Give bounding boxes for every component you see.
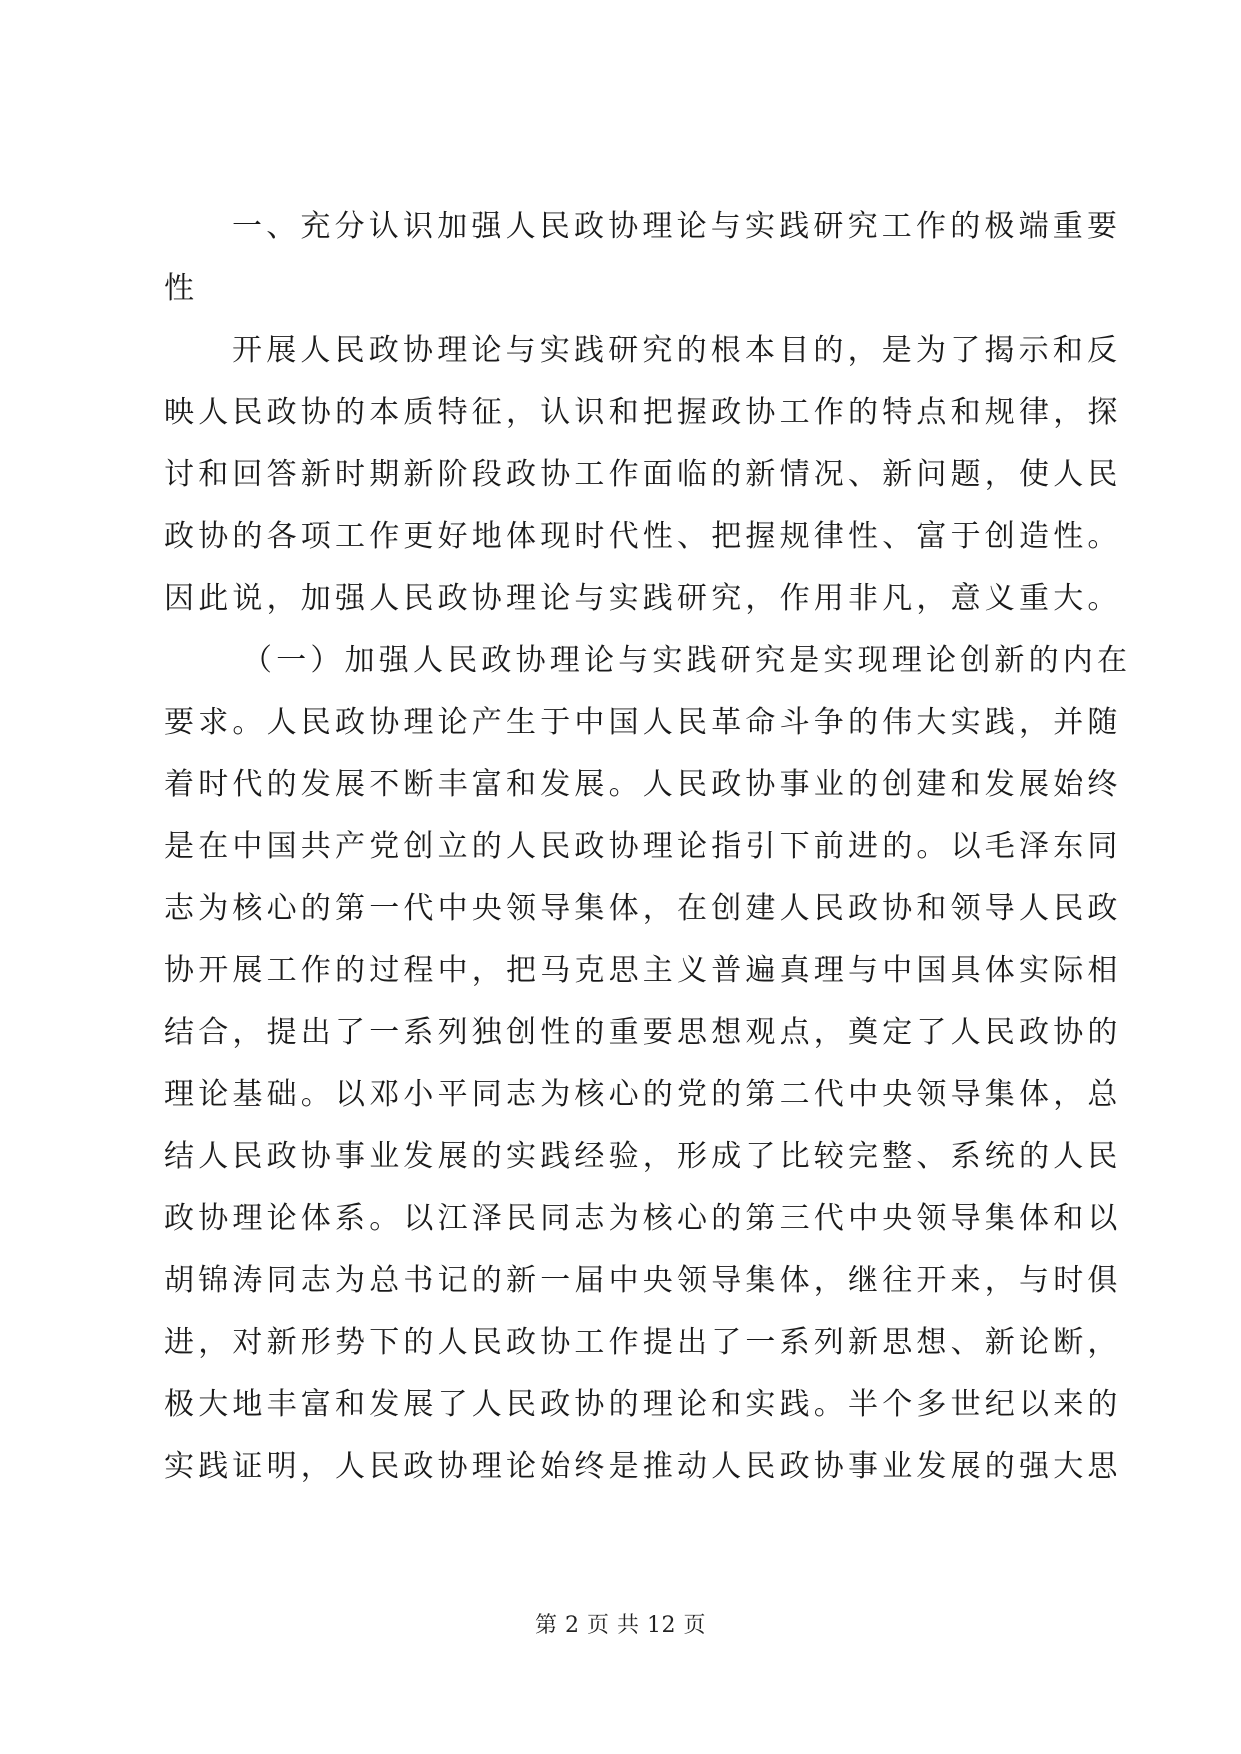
paragraph-line: 因此说，加强人民政协理论与实践研究，作用非凡，意义重大。 <box>164 581 1122 616</box>
paragraph-line: 进，对新形势下的人民政协工作提出了一系列新思想、新论断， <box>164 1325 1122 1360</box>
paragraph-line: 着时代的发展不断丰富和发展。人民政协事业的创建和发展始终 <box>164 767 1122 802</box>
section-heading-line: 一、充分认识加强人民政协理论与实践研究工作的极端重要 <box>232 209 1122 244</box>
paragraph-line: 是在中国共产党创立的人民政协理论指引下前进的。以毛泽东同 <box>164 829 1122 864</box>
paragraph-line: 结人民政协事业发展的实践经验，形成了比较完整、系统的人民 <box>164 1139 1122 1174</box>
paragraph-line: 政协理论体系。以江泽民同志为核心的第三代中央领导集体和以 <box>164 1201 1122 1236</box>
page-number-footer: 第 2 页 共 12 页 <box>535 1613 706 1638</box>
paragraph-line: 理论基础。以邓小平同志为核心的党的第二代中央领导集体，总 <box>164 1077 1122 1112</box>
paragraph-line: 志为核心的第一代中央领导集体，在创建人民政协和领导人民政 <box>164 891 1122 926</box>
paragraph-line: 胡锦涛同志为总书记的新一届中央领导集体，继往开来，与时俱 <box>164 1263 1122 1298</box>
paragraph-line: 结合，提出了一系列独创性的重要思想观点，奠定了人民政协的 <box>164 1015 1122 1050</box>
paragraph-line: 开展人民政协理论与实践研究的根本目的，是为了揭示和反 <box>232 333 1122 368</box>
paragraph-line: 要求。人民政协理论产生于中国人民革命斗争的伟大实践，并随 <box>164 705 1122 740</box>
paragraph-line: 极大地丰富和发展了人民政协的理论和实践。半个多世纪以来的 <box>164 1387 1122 1422</box>
subsection-line: （一）加强人民政协理论与实践研究是实现理论创新的内在 <box>242 643 1132 678</box>
paragraph-line: 实践证明，人民政协理论始终是推动人民政协事业发展的强大思 <box>164 1449 1122 1484</box>
document-body <box>164 196 1132 1498</box>
paragraph-line: 映人民政协的本质特征，认识和把握政协工作的特点和规律，探 <box>164 395 1122 430</box>
paragraph-line: 协开展工作的过程中，把马克思主义普遍真理与中国具体实际相 <box>164 953 1122 988</box>
paragraph-line: 讨和回答新时期新阶段政协工作面临的新情况、新问题，使人民 <box>164 457 1122 492</box>
paragraph-line: 政协的各项工作更好地体现时代性、把握规律性、富于创造性。 <box>164 519 1122 554</box>
section-heading-line: 性 <box>164 271 199 306</box>
